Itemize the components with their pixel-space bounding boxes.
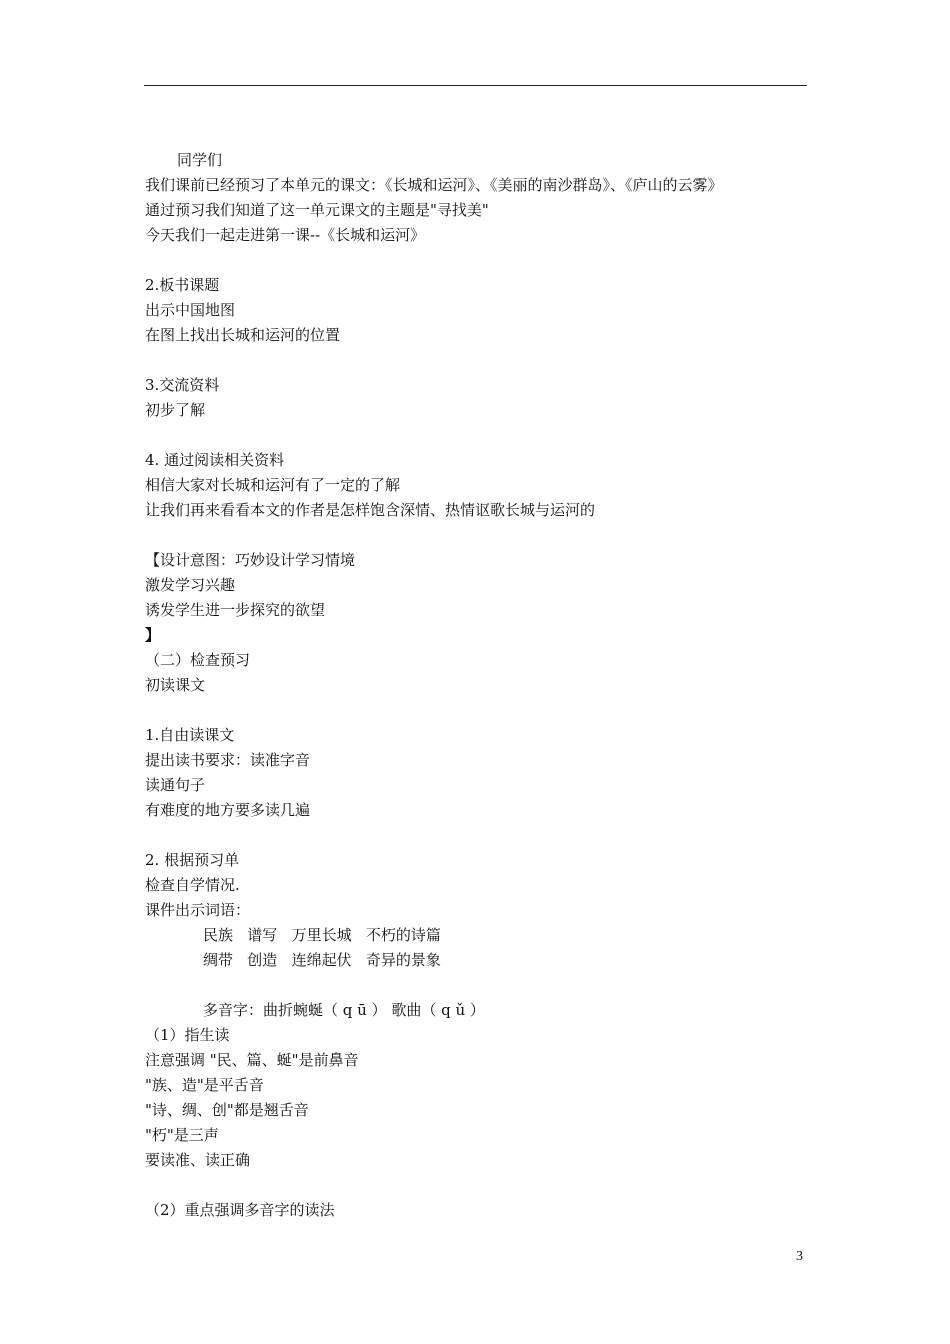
paragraph-line: 让我们再来看看本文的作者是怎样饱含深情、热情讴歌长城与运河的 bbox=[145, 501, 596, 519]
design-intent-close: 】 bbox=[145, 626, 161, 644]
paragraph-line: 出示中国地图 bbox=[145, 301, 236, 319]
paragraph-line: "诗、绸、创"都是翘舌音 bbox=[145, 1101, 309, 1119]
polyphone-line: 多音字：曲折蜿蜒（ q ū ） 歌曲（ q ǔ ） bbox=[203, 1001, 485, 1019]
paragraph-line: 在图上找出长城和运河的位置 bbox=[145, 326, 341, 344]
vocabulary-row: 绸带 创造 连绵起伏 奇异的景象 bbox=[203, 951, 441, 969]
document-body bbox=[145, 148, 825, 1223]
paragraph-line: 提出读书要求：读准字音 bbox=[145, 751, 311, 769]
header-rule bbox=[144, 85, 807, 86]
paragraph-line: 相信大家对长城和运河有了一定的了解 bbox=[145, 476, 401, 494]
subsection-heading: （2）重点强调多音字的读法 bbox=[145, 1201, 335, 1219]
part-heading: （二）检查预习 bbox=[145, 651, 251, 669]
paragraph-line: 初读课文 bbox=[145, 676, 206, 694]
paragraph-line: "朽"是三声 bbox=[145, 1126, 219, 1144]
paragraph-line: 我们课前已经预习了本单元的课文：《长城和运河》、《美丽的南沙群岛》、《庐山的云雾》 bbox=[145, 176, 723, 194]
section-heading: 3.交流资料 bbox=[145, 376, 220, 394]
paragraph-line: 注意强调 "民、篇、蜒"是前鼻音 bbox=[145, 1051, 359, 1069]
subsection-heading: （1）指生读 bbox=[145, 1026, 230, 1044]
design-intent-line: 诱发学生进一步探究的欲望 bbox=[145, 601, 326, 619]
design-intent-line: 激发学习兴趣 bbox=[145, 576, 236, 594]
design-intent-line: 【设计意图：巧妙设计学习情境 bbox=[145, 551, 356, 569]
paragraph-line: 通过预习我们知道了这一单元课文的主题是"寻找美" bbox=[145, 201, 489, 219]
section-heading: 4. 通过阅读相关资料 bbox=[145, 451, 285, 469]
vocabulary-row: 民族 谱写 万里长城 不朽的诗篇 bbox=[203, 926, 441, 944]
section-heading: 2. 根据预习单 bbox=[145, 851, 240, 869]
section-heading: 1.自由读课文 bbox=[145, 726, 235, 744]
paragraph-line: 读通句子 bbox=[145, 776, 206, 794]
greeting: 同学们 bbox=[177, 151, 223, 169]
paragraph-line: 初步了解 bbox=[145, 401, 206, 419]
paragraph-line: "族、造"是平舌音 bbox=[145, 1076, 264, 1094]
paragraph-line: 今天我们一起走进第一课--《长城和运河》 bbox=[145, 226, 426, 244]
paragraph-line: 要读准、读正确 bbox=[145, 1151, 251, 1169]
section-heading: 2.板书课题 bbox=[145, 276, 220, 294]
paragraph-line: 课件出示词语： bbox=[145, 901, 251, 919]
paragraph-line: 检查自学情况. bbox=[145, 876, 240, 894]
paragraph-line: 有难度的地方要多读几遍 bbox=[145, 801, 311, 819]
page-number: 3 bbox=[796, 1249, 803, 1264]
